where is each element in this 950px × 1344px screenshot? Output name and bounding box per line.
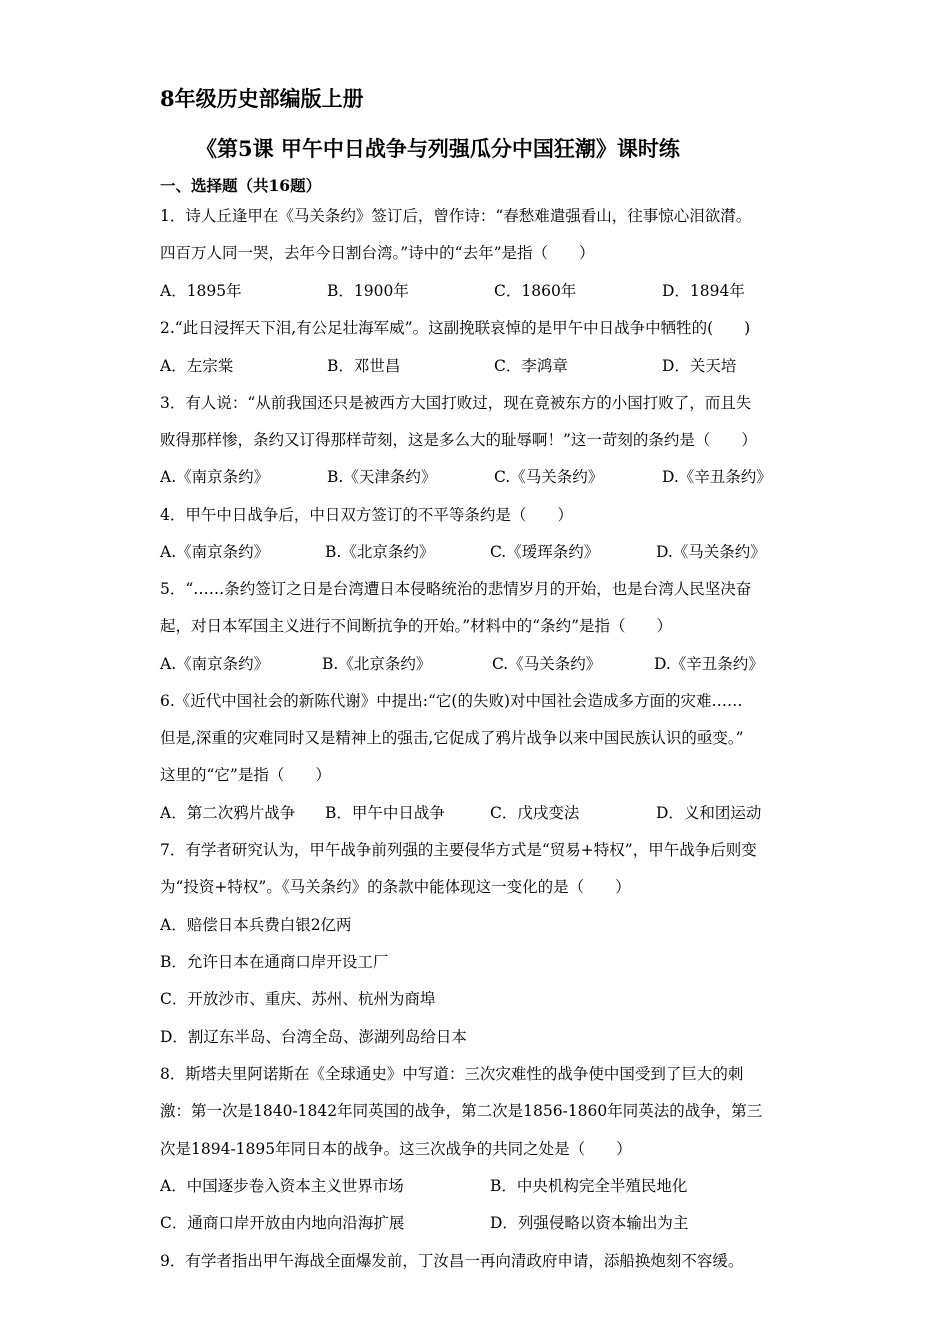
question-4-option-b: B.《北京条约》 <box>325 543 435 561</box>
question-4-option-d: D.《马关条约》 <box>656 543 766 561</box>
question-8-option-b: B．中央机构完全半殖民地化 <box>490 1177 688 1195</box>
question-7-option-c: C．开放沙市、重庆、苏州、杭州为商埠 <box>160 990 436 1008</box>
question-2-option-a: A．左宗棠 <box>160 357 234 375</box>
lesson-title: 《第5课 甲午中日战争与列强瓜分中国狂潮》课时练 <box>196 136 680 161</box>
question-8-line-1: 8．斯塔夫里阿诺斯在《全球通史》中写道：三次灾难性的战争使中国受到了巨大的刺 <box>160 1065 744 1083</box>
question-6-line-2: 但是,深重的灾难同时又是精神上的强击,它促成了鸦片战争以来中国民族认识的亟变。” <box>160 729 744 747</box>
question-7-line-1: 7．有学者研究认为，甲午战争前列强的主要侵华方式是“贸易+特权”，甲午战争后则变 <box>160 841 757 859</box>
question-6-line-3: 这里的“它”是指（ ） <box>160 766 331 784</box>
question-2-option-d: D．关天培 <box>662 357 737 375</box>
question-5-option-a: A.《南京条约》 <box>160 655 270 673</box>
question-9-line-1: 9．有学者指出甲午海战全面爆发前，丁汝昌一再向清政府申请，添船换炮刻不容缓。 <box>160 1252 744 1270</box>
question-1-option-b: B．1900年 <box>327 282 409 300</box>
question-7-line-2: 为“投资+特权”。《马关条约》的条款中能体现这一变化的是（ ） <box>160 878 631 896</box>
question-8-line-3: 次是1894-1895年同日本的战争。这三次战争的共同之处是（ ） <box>160 1140 632 1158</box>
question-5-line-1: 5．“……条约签订之日是台湾遭日本侵略统治的悲情岁月的开始，也是台湾人民坚决奋 <box>160 580 752 598</box>
question-6-option-a: A．第二次鸦片战争 <box>160 804 296 822</box>
question-5-option-c: C.《马关条约》 <box>492 655 602 673</box>
question-4-line-1: 4．甲午中日战争后，中日双方签订的不平等条约是（ ） <box>160 506 573 524</box>
question-6-line-1: 6.《近代中国社会的新陈代谢》中提出:“它(的失败)对中国社会造成多方面的灾难…… <box>160 692 743 710</box>
question-3-option-a: A.《南京条约》 <box>160 468 270 486</box>
question-4-option-a: A.《南京条约》 <box>160 543 270 561</box>
question-1-line-2: 四百万人同一哭，去年今日割台湾。”诗中的“去年”是指（ ） <box>160 244 595 262</box>
question-3-line-1: 3．有人说：“从前我国还只是被西方大国打败过，现在竟被东方的小国打败了，而且失 <box>160 394 752 412</box>
question-1-line-1: 1．诗人丘逢甲在《马关条约》签订后，曾作诗：“春愁难遣强看山，往事惊心泪欲潸。 <box>160 207 752 225</box>
question-5-option-d: D.《辛丑条约》 <box>654 655 764 673</box>
question-8-option-d: D．列强侵略以资本输出为主 <box>490 1214 689 1232</box>
question-6-option-b: B．甲午中日战争 <box>325 804 445 822</box>
question-2-option-b: B．邓世昌 <box>327 357 401 375</box>
question-7-option-b: B．允许日本在通商口岸开设工厂 <box>160 953 389 971</box>
question-1-option-c: C．1860年 <box>494 282 577 300</box>
question-6-option-d: D．义和团运动 <box>656 804 762 822</box>
question-3-option-d: D.《辛丑条约》 <box>662 468 772 486</box>
question-8-option-c: C．通商口岸开放由内地向沿海扩展 <box>160 1214 405 1232</box>
question-5-option-b: B.《北京条约》 <box>322 655 432 673</box>
question-3-line-2: 败得那样惨，条约又订得那样苛刻，这是多么大的耻辱啊！”这一苛刻的条约是（ ） <box>160 431 757 449</box>
grade-title: 8年级历史部编版上册 <box>160 86 364 111</box>
question-2-line-1: 2.“此日浸挥天下泪,有公足壮海军威”。这副挽联哀悼的是甲午中日战争中牺牲的( ) <box>160 319 751 337</box>
question-5-line-2: 起，对日本军国主义进行不间断抗争的开始。”材料中的“条约”是指（ ） <box>160 617 673 635</box>
question-2-option-c: C．李鸿章 <box>494 357 568 375</box>
section-heading: 一、选择题（共16题） <box>160 176 322 195</box>
question-1-option-d: D．1894年 <box>662 282 745 300</box>
question-8-line-2: 激：第一次是1840-1842年同英国的战争，第二次是1856-1860年同英法的战争，第三 <box>160 1102 763 1120</box>
question-7-option-a: A．赔偿日本兵费白银2亿两 <box>160 916 352 934</box>
question-4-option-c: C.《瑷珲条约》 <box>490 543 600 561</box>
question-3-option-b: B.《天津条约》 <box>327 468 437 486</box>
question-6-option-c: C．戊戌变法 <box>490 804 580 822</box>
question-3-option-c: C.《马关条约》 <box>494 468 604 486</box>
question-1-option-a: A．1895年 <box>160 282 242 300</box>
question-7-option-d: D．割辽东半岛、台湾全岛、澎湖列岛给日本 <box>160 1028 467 1046</box>
question-8-option-a: A．中国逐步卷入资本主义世界市场 <box>160 1177 404 1195</box>
